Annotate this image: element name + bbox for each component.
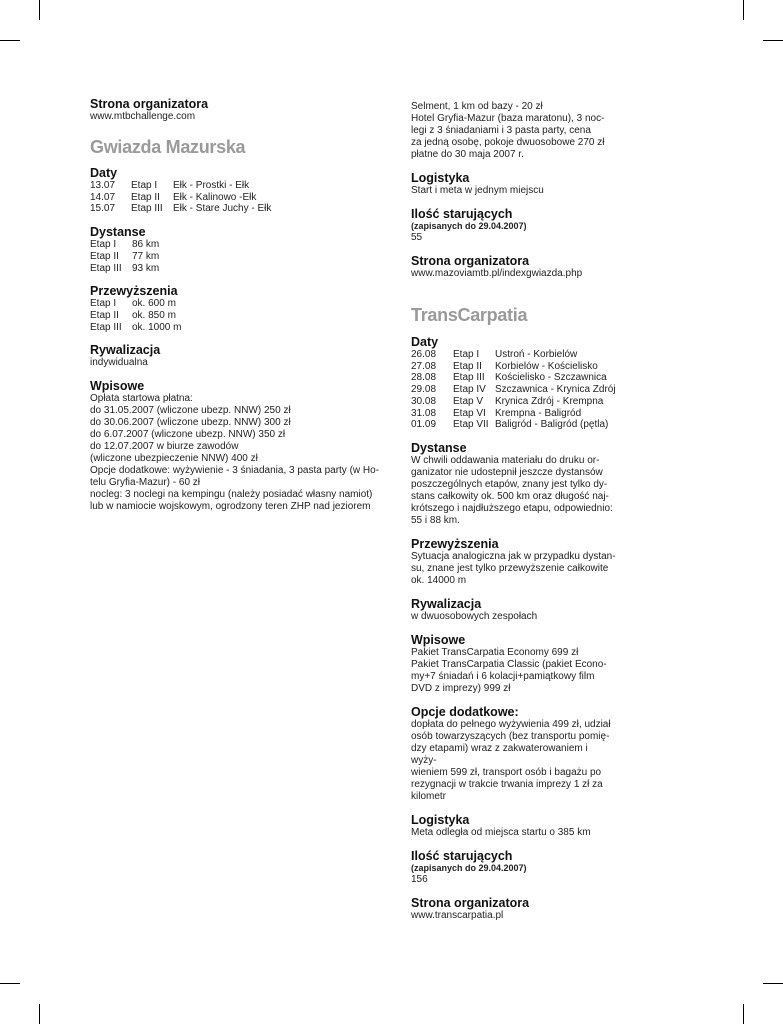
- stage-cell: Etap II: [131, 191, 160, 203]
- route-cell: Korbielów - Kościelisko: [495, 360, 598, 372]
- stage-cell: Etap II: [90, 250, 119, 262]
- table-row: [90, 263, 159, 275]
- stage-cell: Etap II: [90, 309, 119, 321]
- dates-table: [90, 180, 271, 215]
- route-cell: Krempna - Baligród: [495, 407, 582, 419]
- elevation-text: Sytuacja analogiczna jak w przypadku dystan- su, znane jest tylko przewyższenie całkowite ok. 14000 m: [411, 550, 616, 586]
- elevation-heading: Przewyższenia: [411, 536, 499, 551]
- participants-heading: Ilość starujących: [411, 207, 513, 221]
- table-row: [90, 239, 159, 251]
- date-cell: 26.08: [411, 349, 437, 360]
- table-row: [90, 298, 181, 310]
- table-row: [90, 203, 271, 215]
- competition-heading: Rywalizacja: [90, 343, 161, 358]
- stage-cell: Etap III: [90, 262, 122, 274]
- stage-cell: Etap III: [453, 372, 485, 384]
- elevation-heading: Przewyższenia: [90, 284, 178, 299]
- route-cell: Szczawnica - Krynica Zdrój: [495, 384, 616, 396]
- table-row: [411, 384, 616, 396]
- table-row: [90, 192, 271, 204]
- date-cell: 27.08: [411, 360, 437, 372]
- elevation-cell: ok. 600 m: [132, 298, 176, 310]
- stage-cell: Etap I: [131, 180, 158, 191]
- competition-text: indywidualna: [90, 357, 148, 369]
- date-cell: 13.07: [90, 180, 116, 191]
- participants-subtitle: (zapisanych do 29.04.2007): [411, 862, 527, 873]
- distances-text: W chwili oddawania materiału do druku or- ganizator nie udostepnił jeszcze dystansów poszczególnych etapów, znany jest tylko dy- stans całkowity ok. 500 km oraz długość naj- krótszego i najdłuższego etapu, odpowiednio: 55 i 88 km.: [411, 454, 613, 526]
- table-row: [411, 419, 616, 431]
- dates-heading: Daty: [411, 335, 439, 349]
- crop-mark: [0, 983, 20, 984]
- accommodation-text: Selment, 1 km od bazy - 20 zł Hotel Gryfia-Mazur (baza maratonu), 3 noc- legi z 3 śniadaniami i 3 pasta party, cena za jedną osobę, pokoje dwuosobowe 270 zł płatne do 30 maja 2007 r.: [411, 101, 605, 160]
- table-row: [90, 180, 271, 192]
- organizer-url[interactable]: www.transcarpatia.pl: [411, 909, 504, 921]
- crop-mark: [0, 40, 20, 41]
- date-cell: 15.07: [90, 203, 116, 215]
- table-row: [411, 396, 616, 408]
- competition-heading: Rywalizacja: [411, 596, 482, 611]
- route-cell: Baligród - Baligród (pętla): [495, 419, 609, 431]
- organizer-heading: Strona organizatora: [411, 254, 530, 268]
- organizer-heading: Strona organizatora: [411, 895, 530, 910]
- route-cell: Kościelisko - Szczawnica: [495, 372, 607, 384]
- fee-heading: Wpisowe: [90, 379, 145, 394]
- table-row: [90, 322, 181, 334]
- distances-heading: Dystanse: [90, 225, 146, 240]
- distances-heading: Dystanse: [411, 440, 467, 455]
- route-cell: Krynica Zdrój - Krempna: [495, 395, 604, 407]
- fee-text: Pakiet TransCarpatia Economy 699 zł Pakiet TransCarpatia Classic (pakiet Econo- my+7 śniadań i 6 kolacji+pamiątkowy film DVD z imprezy) 999 zł: [411, 646, 607, 694]
- date-cell: 31.08: [411, 407, 437, 419]
- table-row: [90, 251, 159, 263]
- date-cell: 29.08: [411, 384, 437, 396]
- logistics-text: Meta odległa od miejsca startu o 385 km: [411, 826, 591, 838]
- extras-heading: Opcje dodatkowe:: [411, 704, 519, 719]
- fee-heading: Wpisowe: [411, 632, 466, 647]
- table-row: [411, 361, 616, 373]
- logistics-heading: Logistyka: [411, 171, 470, 185]
- extras-text: dopłata do pełnego wyżywienia 499 zł, udział osób towarzyszących (bez transportu pomię- dzy etapami) wraz z zakwaterowaniem i wyży- wieniem 599 zł, transport osób i bagażu po rezygnacji w trakcie trwania imprezy 1 zł za kilometr: [411, 718, 611, 802]
- route-cell: Ełk - Prostki - Ełk: [173, 180, 250, 191]
- left-column: [90, 97, 380, 513]
- date-cell: 28.08: [411, 372, 437, 384]
- route-cell: Ełk - Stare Juchy - Ełk: [173, 203, 272, 215]
- logistics-text: Start i meta w jednym miejscu: [411, 185, 544, 196]
- table-row: [90, 310, 181, 322]
- stage-cell: Etap VI: [453, 407, 486, 419]
- distance-cell: 93 km: [132, 262, 160, 274]
- elevation-table: [90, 298, 181, 333]
- crop-mark: [743, 1004, 744, 1024]
- route-cell: Ustroń - Korbielów: [495, 349, 578, 360]
- stage-cell: Etap V: [453, 395, 484, 407]
- event-title: TransCarpatia: [411, 305, 528, 325]
- dates-heading: Daty: [90, 166, 118, 180]
- crop-mark: [743, 0, 744, 20]
- participants-count: 156: [411, 873, 428, 885]
- date-cell: 14.07: [90, 191, 116, 203]
- organizer-heading: Strona organizatora: [90, 97, 209, 111]
- elevation-cell: ok. 850 m: [132, 309, 176, 321]
- participants-count: 55: [411, 232, 423, 243]
- crop-mark: [763, 40, 783, 41]
- stage-cell: Etap III: [131, 203, 163, 215]
- right-column: [411, 101, 616, 922]
- crop-mark: [763, 983, 783, 984]
- stage-cell: Etap I: [453, 349, 480, 360]
- fee-text: Opłata startowa płatna: do 31.05.2007 (wliczone ubezp. NNW) 250 zł do 30.06.2007 (wliczone ubezp. NNW) 300 zł do 6.07.2007 (wliczone ubezp. NNW) 350 zł do 12.07.2007 w biurze zawodów (wliczone ubezpieczenie NNW) 400 zł Opcje dodatkowe: wyżywienie - 3 śniadania, 3 pasta party (w Ho- telu Gryfia-Mazur) - 60 zł nocleg: 3 noclegi na kempingu (należy posiadać własny namiot) lub w namiocie wojskowym, ogrodzony teren ZHP nad jeziorem: [90, 393, 380, 513]
- table-row: [411, 372, 616, 384]
- distance-cell: 77 km: [132, 250, 160, 262]
- organizer-url[interactable]: www.mtbchallenge.com: [90, 111, 196, 122]
- date-cell: 01.09: [411, 419, 437, 431]
- stage-cell: Etap III: [90, 321, 122, 333]
- competition-text: w dwuosobowych zespołach: [411, 610, 538, 622]
- date-cell: 30.08: [411, 395, 437, 407]
- event-title: Gwiazda Mazurska: [90, 137, 246, 157]
- stage-cell: Etap I: [90, 298, 117, 310]
- stage-cell: Etap II: [453, 360, 482, 372]
- participants-subtitle: (zapisanych do 29.04.2007): [411, 221, 527, 231]
- table-row: [411, 349, 616, 361]
- organizer-url[interactable]: www.mazoviamtb.pl/indexgwiazda.php: [411, 268, 583, 279]
- stage-cell: Etap IV: [453, 384, 486, 396]
- elevation-cell: ok. 1000 m: [132, 321, 182, 333]
- stage-cell: Etap VII: [453, 419, 489, 431]
- crop-mark: [39, 0, 40, 20]
- distance-cell: 86 km: [132, 239, 160, 251]
- table-row: [411, 408, 616, 420]
- dates-table: [411, 349, 616, 431]
- distances-table: [90, 239, 159, 274]
- crop-mark: [39, 1004, 40, 1024]
- participants-heading: Ilość starujących: [411, 848, 513, 863]
- route-cell: Ełk - Kalinowo -Ełk: [173, 191, 257, 203]
- stage-cell: Etap I: [90, 239, 117, 251]
- logistics-heading: Logistyka: [411, 812, 470, 827]
